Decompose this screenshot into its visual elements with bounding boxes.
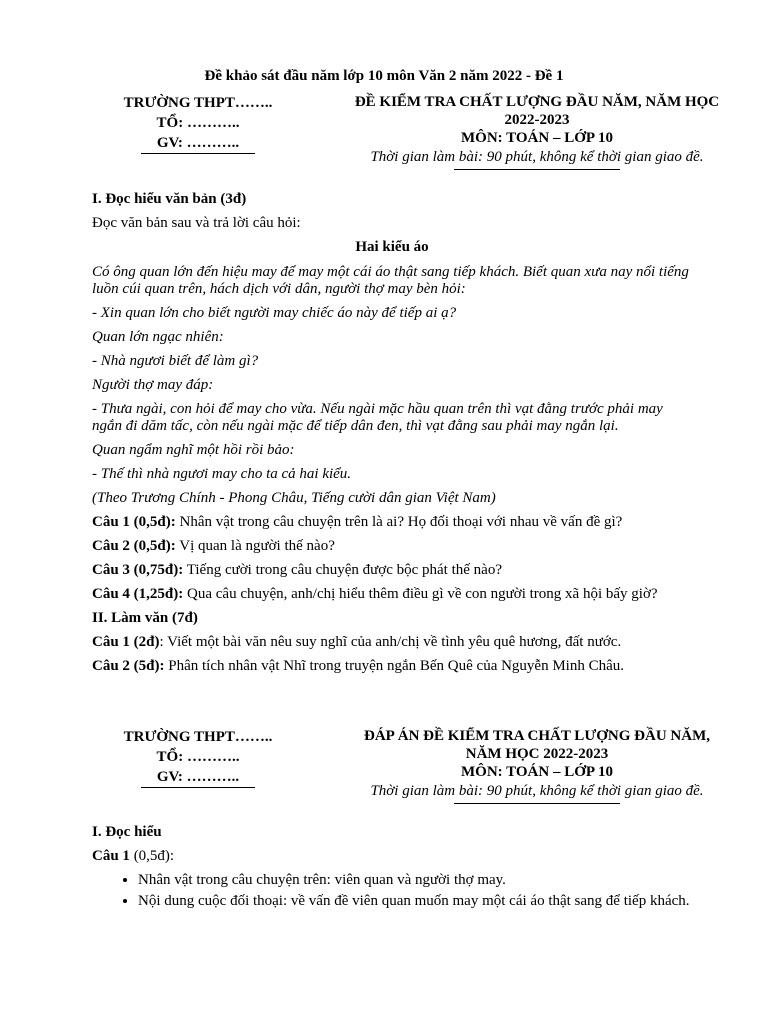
exam-time: Thời gian làm bài: 90 phút, không kể thời gian giao đề. xyxy=(370,149,704,165)
story-paragraph: - Xin quan lớn cho biết người may chiếc áo này để tiếp ai ạ? xyxy=(92,305,457,321)
question-label: Câu 2 (0,5đ): xyxy=(92,538,176,554)
school-name: TRƯỜNG THPT…….. xyxy=(123,729,273,745)
question xyxy=(92,658,692,675)
question xyxy=(92,514,692,531)
story-paragraph: Quan lớn ngạc nhiên: xyxy=(92,329,224,345)
question-label: Câu 4 (1,25đ): xyxy=(92,586,184,602)
exam-title-line2: 2022-2023 xyxy=(504,112,570,128)
answer-question-points: (0,5đ): xyxy=(129,848,175,864)
question xyxy=(92,562,692,579)
section-heading: II. Làm văn (7đ) xyxy=(92,610,198,626)
answer-list xyxy=(92,872,692,910)
question-label: Câu 1 (0,5đ): xyxy=(92,514,176,530)
question-text: Vị quan là người thế nào? xyxy=(175,538,335,554)
answer-title-line1: ĐÁP ÁN ĐỀ KIỂM TRA CHẤT LƯỢNG ĐẦU NĂM, xyxy=(364,728,710,744)
teacher-line: GV: ……….. xyxy=(156,135,240,151)
header-underline xyxy=(141,787,255,788)
answer-question-label: Câu 1 xyxy=(92,848,130,864)
school-info xyxy=(98,93,298,154)
story-paragraph: Có ông quan lớn đến hiệu may để may một cái áo thật sang tiếp khách. Biết quan xưa nay nổi tiếng luồn cúi quan trên, hách dịch với dân, người thợ may bèn hỏi: xyxy=(92,264,689,297)
instruction: Đọc văn bản sau và trả lời câu hỏi: xyxy=(92,215,301,231)
question-label: Câu 1 (2đ) xyxy=(92,634,160,650)
question-text: Nhân vật trong câu chuyện trên là ai? Họ đối thoại với nhau về vấn đề gì? xyxy=(175,514,623,530)
department-line: TỔ: ……….. xyxy=(156,749,240,765)
question-label: Câu 2 (5đ): xyxy=(92,658,165,674)
page-title: Đề khảo sát đầu năm lớp 10 môn Văn 2 năm 2022 - Đề 1 xyxy=(204,68,564,84)
school-name: TRƯỜNG THPT…….. xyxy=(123,95,273,111)
answer-item: • Nội dung cuộc đối thoại: về vấn đề viên quan muốn may một cái áo thật sang để tiếp khách. xyxy=(138,893,692,910)
question xyxy=(92,586,692,603)
department-line: TỔ: ……….. xyxy=(156,115,240,131)
question-text: Phân tích nhân vật Nhĩ trong truyện ngắn Bến Quê của Nguyễn Minh Châu. xyxy=(164,658,625,674)
story-paragraph: - Thưa ngài, con hỏi để may cho vừa. Nếu ngài mặc hầu quan trên thì vạt đằng trước phải may ngắn đi dăm tấc, còn nếu ngài mặc để tiếp dân đen, thì vạt đằng sau phải may ngắn lại. xyxy=(92,401,663,434)
answer-time: Thời gian làm bài: 90 phút, không kể thời gian giao đề. xyxy=(370,783,704,799)
question-text: Tiếng cười trong câu chuyện được bộc phát thế nào? xyxy=(183,562,502,578)
story-paragraph: - Nhà ngươi biết để làm gì? xyxy=(92,353,259,369)
header-underline xyxy=(141,153,255,154)
answer-question xyxy=(92,848,692,865)
question xyxy=(92,538,692,555)
question-label: Câu 3 (0,75đ): xyxy=(92,562,184,578)
story-source: (Theo Trương Chính - Phong Châu, Tiếng cười dân gian Việt Nam) xyxy=(92,490,496,506)
question-text: : Viết một bài văn nêu suy nghĩ của anh/chị về tình yêu quê hương, đất nước. xyxy=(159,634,622,650)
answer-section xyxy=(92,824,692,914)
story-paragraph: - Thế thì nhà ngươi may cho ta cả hai kiểu. xyxy=(92,466,352,482)
story-title: Hai kiểu áo xyxy=(355,239,429,255)
exam-subject: MÔN: TOÁN – LỚP 10 xyxy=(461,130,613,146)
answer-title-line2: NĂM HỌC 2022-2023 xyxy=(465,746,609,762)
answer-heading: I. Đọc hiểu xyxy=(92,824,162,840)
reading-section xyxy=(92,191,692,682)
question-text: Qua câu chuyện, anh/chị hiểu thêm điều gì về con người trong xã hội bấy giờ? xyxy=(183,586,658,602)
answer-subject: MÔN: TOÁN – LỚP 10 xyxy=(461,764,613,780)
question xyxy=(92,634,692,651)
answer-item: • Nhân vật trong câu chuyện trên: viên quan và người thợ may. xyxy=(138,872,692,889)
section-heading: I. Đọc hiểu văn bản (3đ) xyxy=(92,191,247,207)
exam-title-block xyxy=(320,93,754,166)
teacher-line: GV: ……….. xyxy=(156,769,240,785)
school-info xyxy=(98,727,298,788)
exam-title-line1: ĐỀ KIỂM TRA CHẤT LƯỢNG ĐẦU NĂM, NĂM HỌC xyxy=(354,94,720,110)
answer-title-block xyxy=(320,727,754,800)
time-underline xyxy=(454,169,620,170)
time-underline xyxy=(454,803,620,804)
story-paragraph: Người thợ may đáp: xyxy=(92,377,214,393)
story-paragraph: Quan ngẩm nghĩ một hồi rồi bảo: xyxy=(92,442,295,458)
